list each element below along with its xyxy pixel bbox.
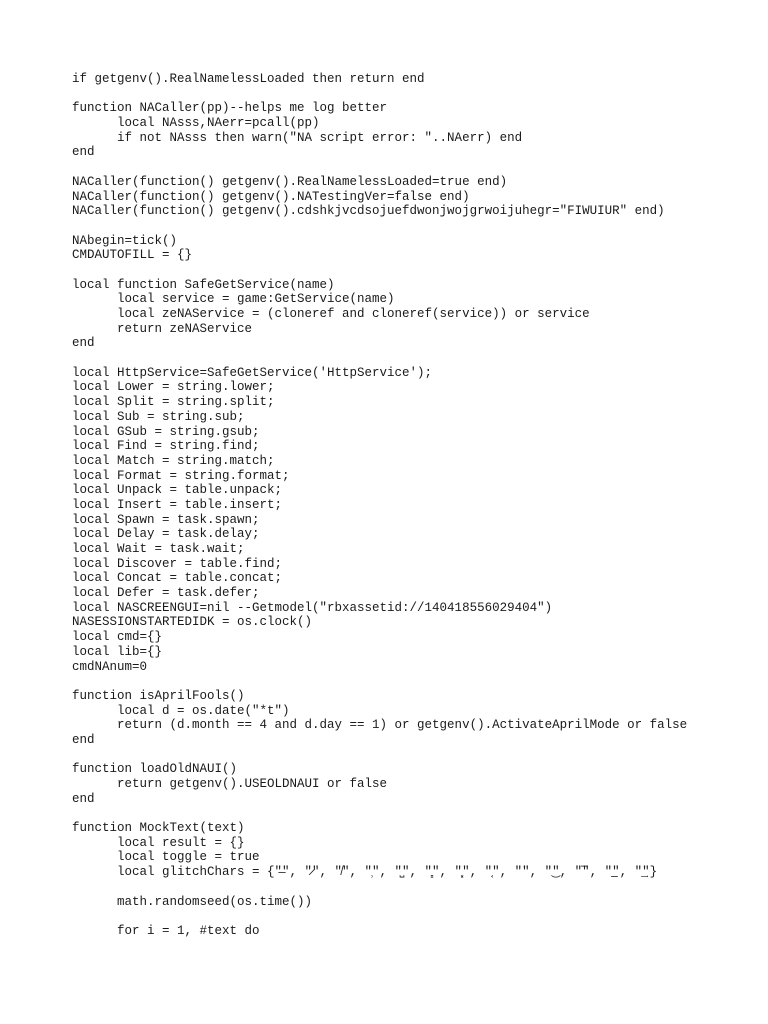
code-line: function MockText(text) [72,821,245,836]
code-line: NAbegin=tick() [72,233,178,248]
code-line [72,351,687,366]
code-line: for i = 1, #text do [72,923,260,938]
code-line [72,263,687,278]
code-line: end [72,791,95,806]
code-line: local result = {} [72,835,245,850]
code-line [72,160,687,175]
code-line: local Spawn = task.spawn; [72,512,260,527]
code-line: local service = game:GetService(name) [72,292,395,307]
code-line: end [72,336,95,351]
code-line: local Delay = task.delay; [72,527,260,542]
code-line: function NACaller(pp)--helps me log better [72,101,388,116]
code-line: local NAsss,NAerr=pcall(pp) [72,116,320,131]
code-line [72,674,687,689]
code-line: local lib={} [72,644,163,659]
code-line [72,87,687,102]
code-line: cmdNAnum=0 [72,659,148,674]
code-line: local zeNAService = (cloneref and cloneref(service)) or service [72,307,590,321]
code-line: local glitchChars = {"̶", "̷", "̸", "̹", "̺", "̻", "͓", "͔", "͘", "͜", "͞", "͟", "͢"} [72,865,658,880]
code-line [72,748,687,763]
code-block [72,72,687,939]
code-line: NACaller(function() getgenv().cdshkjvcdsojuefdwonjwojgrwoijuhegr="FIWUIUR" end) [72,204,665,219]
code-line: return getgenv().USEOLDNAUI or false [72,777,388,791]
code-line [72,806,687,821]
code-line [72,880,687,895]
code-line [72,219,687,234]
code-line: end [72,732,95,747]
code-line: local Defer = task.defer; [72,586,260,601]
code-line: local Insert = table.insert; [72,497,283,512]
code-line: if not NAsss then warn("NA script error: "..NAerr) end [72,130,523,145]
code-line: local Format = string.format; [72,468,290,483]
code-line: CMDAUTOFILL = {} [72,248,193,263]
code-line: NASESSIONSTARTEDIDK = os.clock() [72,615,313,630]
code-line: return zeNAService [72,321,253,336]
code-line: local Lower = string.lower; [72,380,275,395]
code-line: return (d.month == 4 and d.day == 1) or getgenv().ActivateAprilMode or false [72,718,688,733]
code-line: end [72,145,95,160]
code-line: math.randomseed(os.time()) [72,894,313,909]
code-line: local Discover = table.find; [72,556,283,571]
code-line: local NASCREENGUI=nil --Getmodel("rbxassetid://140418556029404") [72,600,553,615]
code-line: NACaller(function() getgenv().NATestingVer=false end) [72,189,470,204]
code-line: NACaller(function() getgenv().RealNamelessLoaded=true end) [72,174,508,189]
code-line: local Unpack = table.unpack; [72,483,283,498]
code-line: if getgenv().RealNamelessLoaded then return end [72,72,425,86]
code-line: local Match = string.match; [72,453,275,468]
code-line: local cmd={} [72,630,163,645]
code-line: function isAprilFools() [72,688,245,703]
code-line: local Concat = table.concat; [72,571,283,586]
code-line: local function SafeGetService(name) [72,277,335,292]
code-line: local d = os.date("*t") [72,703,290,718]
code-line: local Wait = task.wait; [72,542,245,556]
code-line: local GSub = string.gsub; [72,424,260,439]
code-line: function loadOldNAUI() [72,762,238,777]
code-line: local toggle = true [72,850,260,865]
code-line: local Split = string.split; [72,395,275,410]
code-line: local Sub = string.sub; [72,409,245,424]
code-line: local HttpService=SafeGetService('HttpService'); [72,365,433,380]
code-line [72,909,687,924]
code-line: local Find = string.find; [72,439,260,454]
